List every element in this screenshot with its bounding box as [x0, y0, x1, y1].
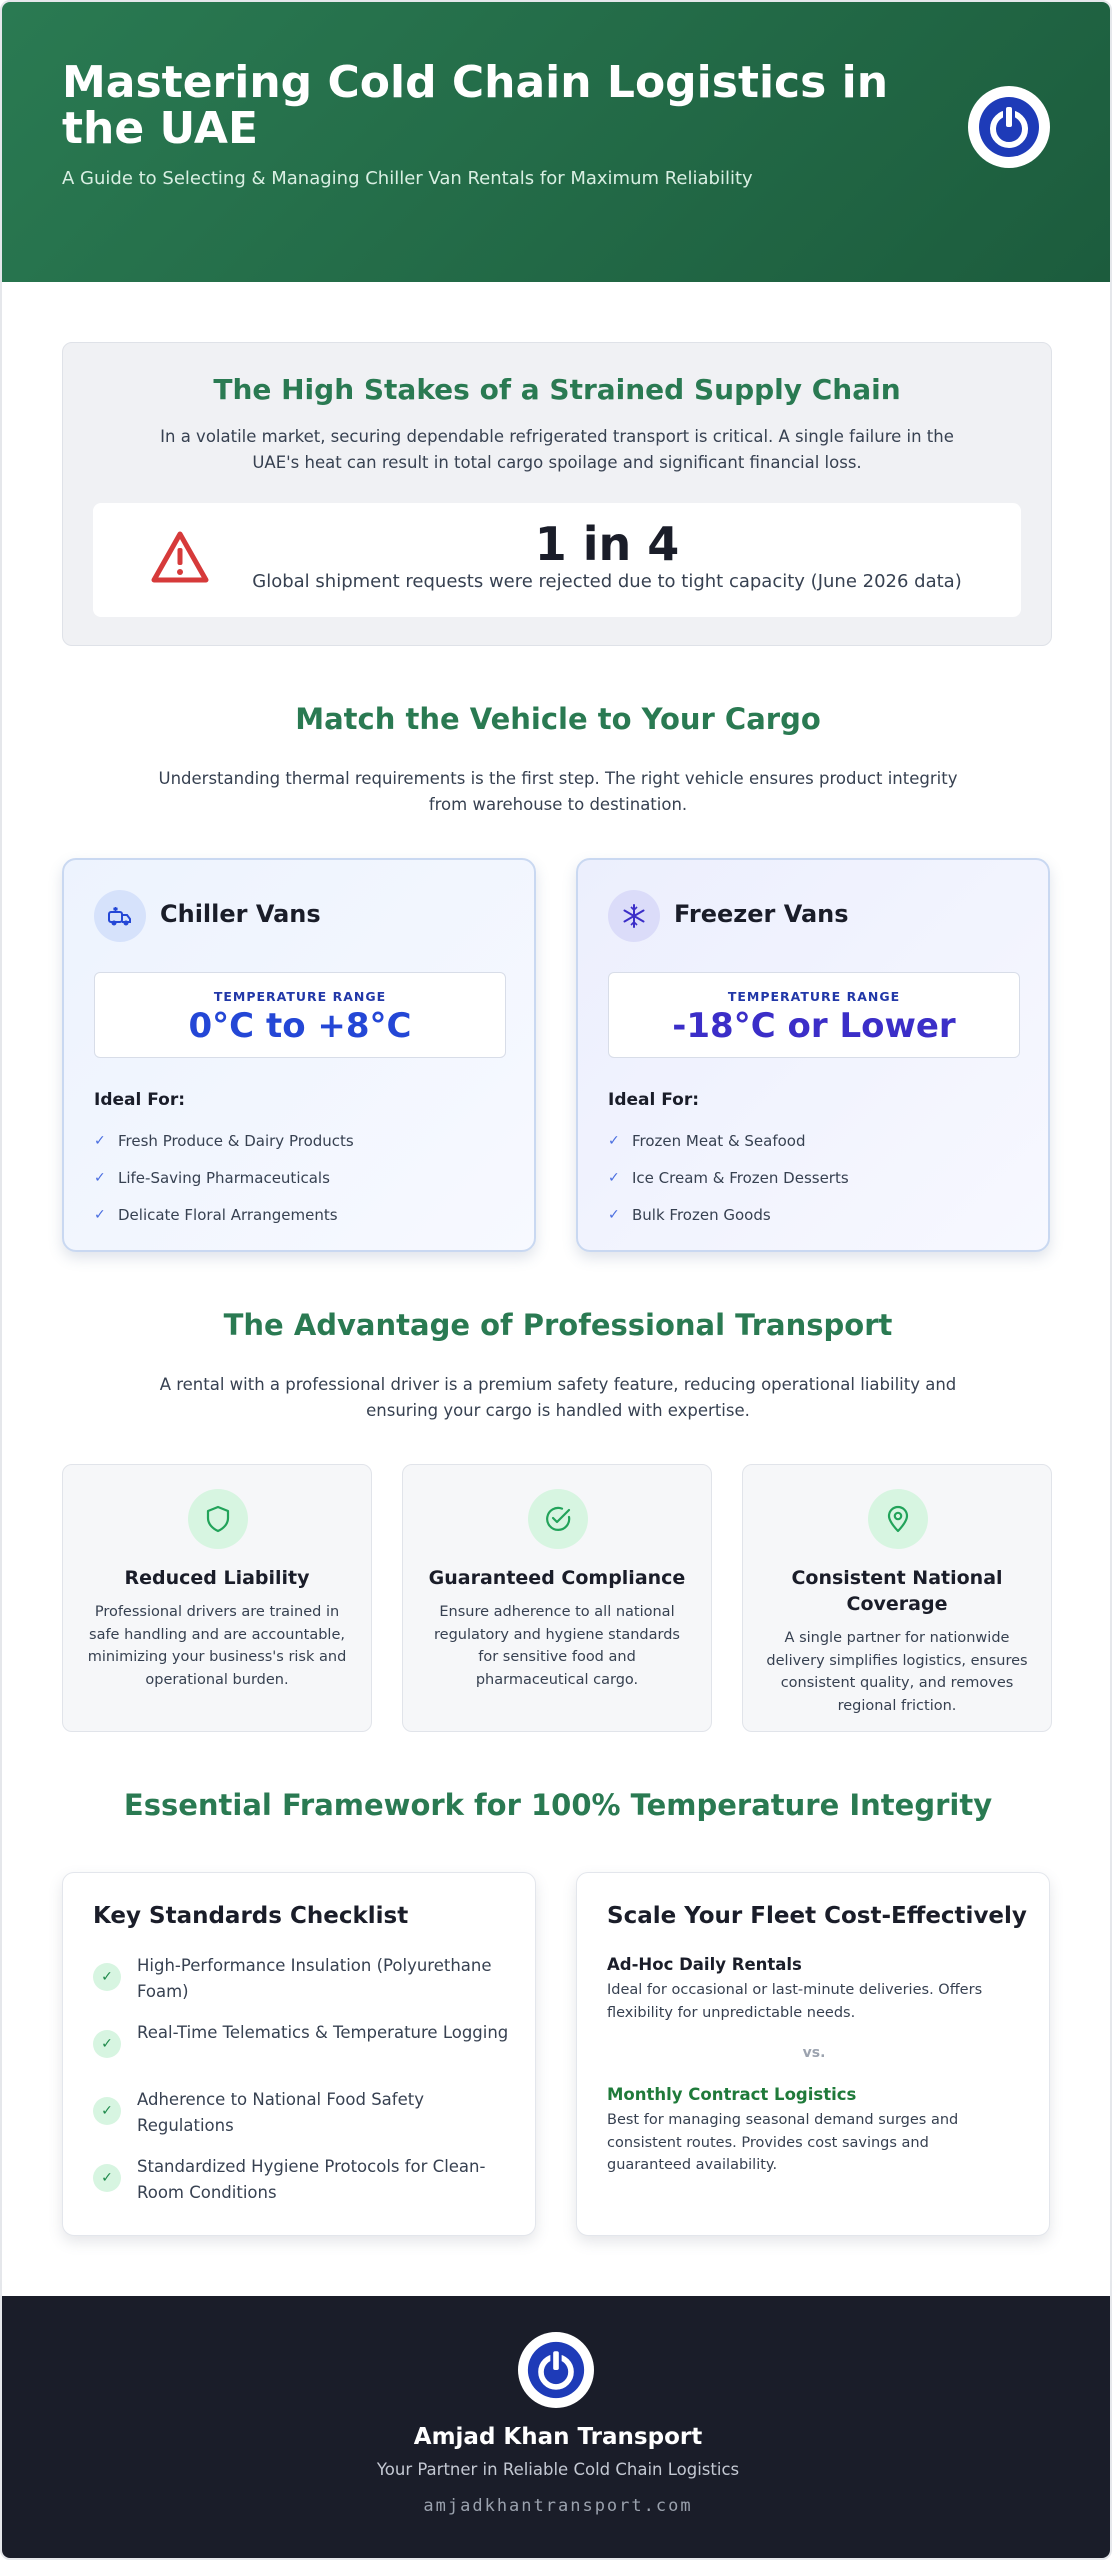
- advantage-card-title: Reduced Liability: [124, 1567, 310, 1589]
- check-icon: ✓: [94, 1132, 106, 1149]
- framework-title: Essential Framework for 100% Temperature Integrity: [123, 1788, 993, 1822]
- company-website-link[interactable]: amjadkhantransport.com: [423, 2496, 693, 2516]
- list-item-text: Bulk Frozen Goods: [632, 1205, 771, 1224]
- list-item-text: Life-Saving Pharmaceuticals: [118, 1168, 330, 1187]
- adhoc-rentals-text: Ideal for occasional or last-minute deliveries. Offers flexibility for unpredictable needs.: [607, 1982, 983, 2021]
- check-circle-icon: [528, 1489, 588, 1549]
- list-item: [608, 1122, 849, 1159]
- snow-truck-icon: [94, 890, 146, 942]
- advantage-card-text: Ensure adherence to all national regulatory and hygiene standards for sensitive food and pharmaceutical cargo.: [434, 1604, 680, 1688]
- page-subtitle: A Guide to Selecting & Managing Chiller Van Rentals for Maximum Reliability: [62, 168, 753, 189]
- checklist-item-text: High-Performance Insulation (Polyurethane Foam): [137, 1956, 492, 2001]
- checklist-item-text: Standardized Hygiene Protocols for Clean-Room Conditions: [137, 2157, 486, 2202]
- checklist-item: [93, 2087, 513, 2154]
- power-logo-icon: [518, 2332, 594, 2408]
- freezer-ideal-list: [608, 1122, 849, 1233]
- freezer-van-card: [576, 858, 1050, 1252]
- company-name: Amjad Khan Transport: [413, 2424, 703, 2450]
- power-logo-icon: [968, 86, 1050, 168]
- checklist-item-text: Adherence to National Food Safety Regulations: [137, 2090, 424, 2135]
- check-icon: ✓: [608, 1206, 620, 1223]
- map-pin-icon: [868, 1489, 928, 1549]
- freezer-van-title: Freezer Vans: [674, 900, 849, 928]
- fleet-scaling-card: [576, 1872, 1050, 2236]
- chiller-temp-value: 0°C to +8°C: [188, 1006, 412, 1046]
- list-item: [94, 1196, 354, 1233]
- stat-box: [93, 503, 1021, 617]
- snowflake-icon: [608, 890, 660, 942]
- advantage-card-text: Professional drivers are trained in safe handling and are accountable, minimizing your business's risk and operational burden.: [87, 1604, 347, 1688]
- check-icon: ✓: [608, 1169, 620, 1186]
- warning-triangle-icon: [151, 531, 209, 583]
- freezer-temp-value: -18°C or Lower: [672, 1006, 956, 1046]
- stakes-text: In a volatile market, securing dependable refrigerated transport is critical. A single failure in the UAE's heat can result in total cargo spoilage and significant financial loss.: [160, 427, 954, 472]
- checklist-item: [93, 2154, 513, 2221]
- advantage-card-compliance: [402, 1464, 712, 1732]
- footer: [2, 2296, 1112, 2560]
- standards-checklist: [93, 1953, 513, 2221]
- list-item: [608, 1159, 849, 1196]
- temp-range-label: TEMPERATURE RANGE: [213, 989, 387, 1004]
- check-icon: ✓: [94, 1206, 106, 1223]
- chiller-temp-box: [94, 972, 506, 1058]
- stat-description: Global shipment requests were rejected due to tight capacity (June 2026 data): [252, 571, 962, 592]
- ideal-for-label: Ideal For:: [608, 1090, 700, 1110]
- advantage-card-title: Consistent National Coverage: [791, 1567, 1003, 1615]
- versus-label: vs.: [802, 2045, 826, 2061]
- checklist-item: [93, 2020, 513, 2087]
- company-tagline: Your Partner in Reliable Cold Chain Logistics: [376, 2460, 740, 2479]
- chiller-ideal-list: [94, 1122, 354, 1233]
- temp-range-label: TEMPERATURE RANGE: [727, 989, 901, 1004]
- stakes-section: [62, 342, 1052, 646]
- adhoc-rentals-title: Ad-Hoc Daily Rentals: [607, 1955, 802, 1974]
- stakes-title: The High Stakes of a Strained Supply Chain: [213, 373, 901, 406]
- monthly-contract-title: Monthly Contract Logistics: [607, 2085, 857, 2104]
- list-item: [94, 1159, 354, 1196]
- check-icon: ✓: [608, 1132, 620, 1149]
- check-icon: ✓: [93, 2097, 121, 2125]
- chiller-van-card: [62, 858, 536, 1252]
- match-intro: Understanding thermal requirements is the first step. The right vehicle ensures product integrity from warehouse to destination.: [158, 769, 958, 814]
- shield-icon: [188, 1489, 248, 1549]
- checklist-title: Key Standards Checklist: [93, 1903, 409, 1929]
- list-item-text: Fresh Produce & Dairy Products: [118, 1131, 354, 1150]
- check-icon: ✓: [93, 2030, 121, 2058]
- standards-checklist-card: [62, 1872, 536, 2236]
- list-item: [608, 1196, 849, 1233]
- scale-title: Scale Your Fleet Cost-Effectively: [607, 1903, 1027, 1929]
- check-icon: ✓: [94, 1169, 106, 1186]
- page-title: Mastering Cold Chain Logistics in the UAE: [62, 57, 889, 154]
- list-item-text: Ice Cream & Frozen Desserts: [632, 1168, 849, 1187]
- header-banner: [2, 2, 1110, 282]
- stat-value: 1 in 4: [534, 517, 680, 571]
- freezer-temp-box: [608, 972, 1020, 1058]
- check-icon: ✓: [93, 2164, 121, 2192]
- chiller-van-title: Chiller Vans: [160, 900, 321, 928]
- list-item-text: Delicate Floral Arrangements: [118, 1205, 338, 1224]
- ideal-for-label: Ideal For:: [94, 1090, 186, 1110]
- advantage-card-title: Guaranteed Compliance: [428, 1567, 686, 1589]
- match-title: Match the Vehicle to Your Cargo: [295, 702, 821, 736]
- advantage-card-liability: [62, 1464, 372, 1732]
- advantage-intro: A rental with a professional driver is a premium safety feature, reducing operational liability and ensuring your cargo is handled with expertise.: [159, 1375, 957, 1420]
- checklist-item: [93, 1953, 513, 2020]
- check-icon: ✓: [93, 1963, 121, 1991]
- checklist-item-text: Real-Time Telematics & Temperature Logging: [137, 2023, 509, 2042]
- list-item-text: Frozen Meat & Seafood: [632, 1131, 806, 1150]
- advantage-title: The Advantage of Professional Transport: [223, 1308, 893, 1342]
- advantage-card-coverage: [742, 1464, 1052, 1732]
- list-item: [94, 1122, 354, 1159]
- monthly-contract-text: Best for managing seasonal demand surges and consistent routes. Provides cost savings and guaranteed availability.: [607, 2112, 959, 2173]
- advantage-card-text: A single partner for nationwide delivery simplifies logistics, ensures consistent quality, and removes regional friction.: [766, 1630, 1028, 1714]
